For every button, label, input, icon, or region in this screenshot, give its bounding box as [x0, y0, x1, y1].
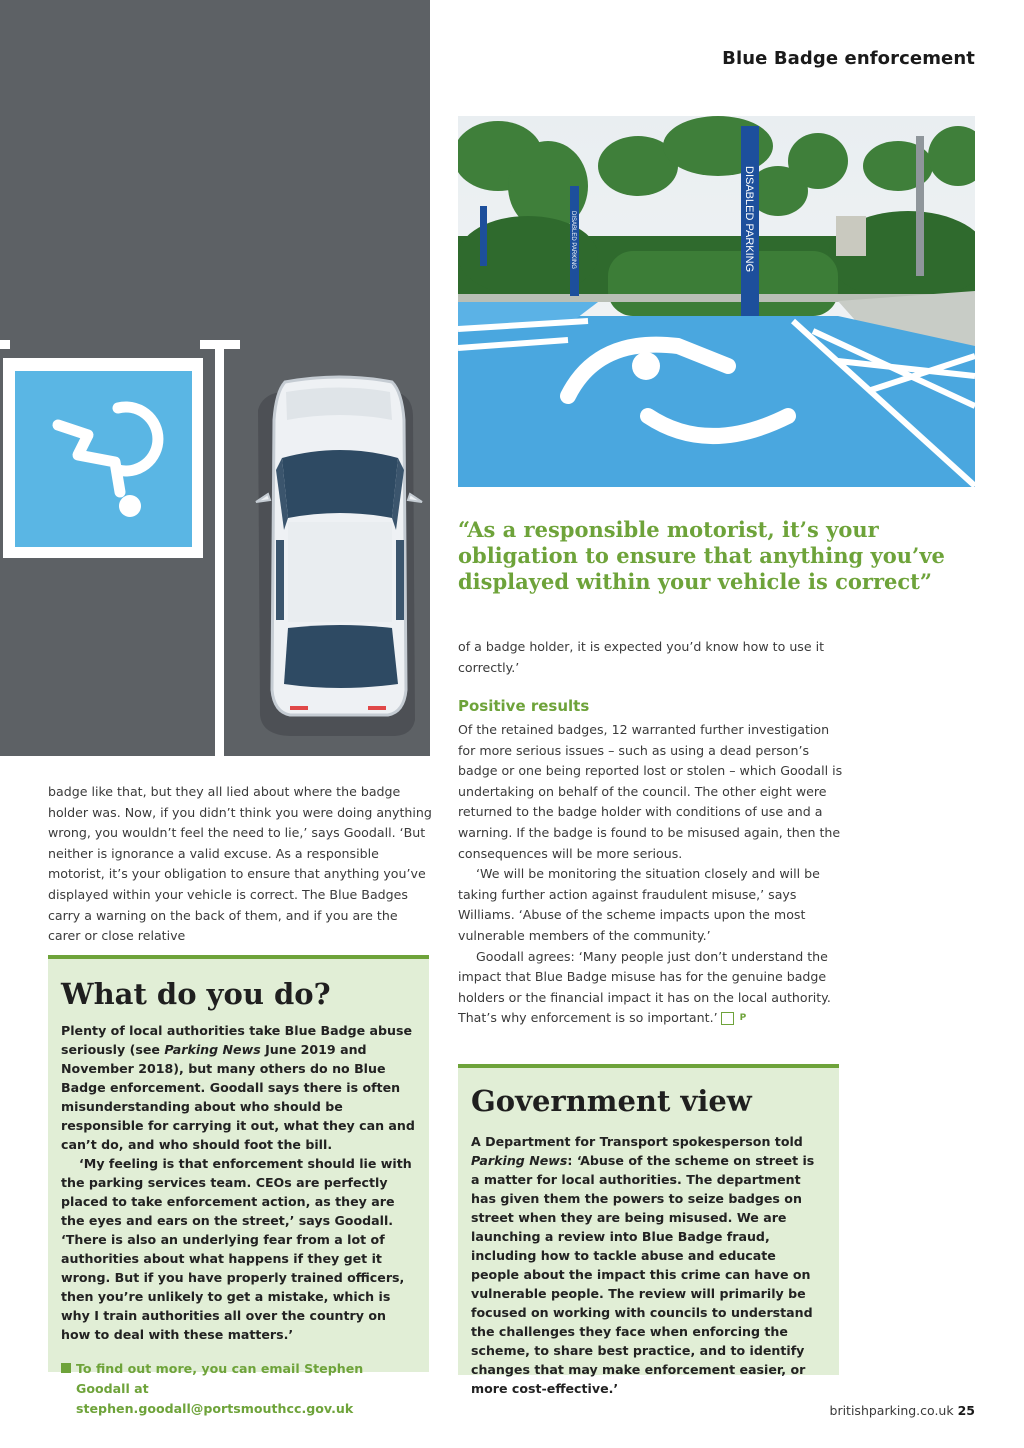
subhead-positive-results: Positive results — [458, 697, 590, 715]
parking-illustration — [0, 0, 430, 756]
section-title: Blue Badge enforcement — [722, 48, 975, 69]
box-title: What do you do? — [61, 977, 331, 1011]
box-paragraph — [61, 1021, 417, 1154]
text-span: Plenty of local authorities take Blue Badge abuse seriously (see — [61, 1023, 413, 1057]
disabled-parking-sign-small — [570, 186, 579, 296]
disabled-parking-sign — [741, 126, 759, 316]
body-paragraph-text: Goodall agrees: ‘Many people just don’t understand the impact that Blue Badge misuse has for the genuine badge holders or the financial impact it has on the local authority. That’s why enforcement is so important.’ — [458, 948, 831, 1026]
text-span: June 2019 and November 2018), but many others do no Blue Badge enforcement. Goodall says there is often misunderstanding about who should be responsible for carrying it out, what they can and can’t do, and who should foot the bill. — [61, 1042, 415, 1152]
find-out-more — [61, 1359, 417, 1419]
parking-p-icon: P — [721, 1012, 734, 1025]
find-out-more-text: To find out more, you can email Stephen Goodall at stephen.goodall@portsmouthcc.gov.uk — [76, 1361, 364, 1416]
disabled-parking-photo — [458, 116, 975, 487]
publication-name: Parking News — [471, 1153, 568, 1168]
left-column-text — [48, 782, 433, 947]
sign-text: DISABLED PARKING — [743, 166, 755, 273]
bullet-square-icon — [61, 1363, 71, 1373]
publication-name: Parking News — [164, 1042, 261, 1057]
sign-text-small: DISABLED PARKING — [570, 211, 576, 269]
what-do-you-do-box — [48, 955, 429, 1416]
text-span: A Department for Transport spokesperson told — [471, 1134, 803, 1149]
body-paragraph: badge like that, but they all lied about where the badge holder was. Now, if you didn’t think you were doing anything wrong, you wouldn’t feel the need to lie,’ says Goodall. ‘But neither is ignorance a valid excuse. As a responsible motorist, it’s your obligation to ensure that anything you’ve displayed within your vehicle is correct. The Blue Badges carry a warning on the back of them, and if you are the carer or close relative — [48, 784, 432, 944]
box-paragraph: ‘My feeling is that enforcement should lie with the parking services team. CEOs are perfectly placed to take enforcement action, as they are the eyes and ears on the street,’ says Goodall. ‘There is also an underlying fear from a lot of authorities about what happens if they get it wrong. But if you have properly trained officers, then you’re unlikely to get a mistake, which is why I train authorities all over the country on how to deal with these matters.’ — [61, 1156, 412, 1342]
text-span: : ‘Abuse of the scheme on street is a matter for local authorities. The department has given them the powers to seize badges on street when they are being misused. We are launching a review into Blue Badge fraud, including how to tackle abuse and educate people about the impact this crime can have on vulnerable people. The review will primarily be focused on working with councils to understand the challenges they face when enforcing the scheme, to share best practice, and to identify changes that may make enforcement easier, or more cost-effective.’ — [471, 1153, 815, 1396]
page-footer — [830, 1403, 975, 1418]
box-title: Government view — [471, 1084, 752, 1118]
box-paragraph — [471, 1132, 827, 1398]
body-paragraph-final — [458, 947, 843, 1029]
right-column-continuation — [458, 637, 838, 678]
wheelchair-sign — [3, 358, 203, 558]
body-paragraph: of a badge holder, it is expected you’d know how to use it correctly.’ — [458, 639, 825, 675]
body-paragraph: ‘We will be monitoring the situation closely and will be taking further action against fraudulent misuse,’ says Williams. ‘Abuse of the scheme impacts upon the most vulnerable members of the community.’ — [458, 866, 820, 943]
site-url: britishparking.co.uk — [829, 1403, 954, 1418]
page-number: 25 — [957, 1403, 975, 1418]
government-view-box — [458, 1064, 839, 1396]
right-column-text — [458, 720, 843, 1029]
body-paragraph: Of the retained badges, 12 warranted further investigation for more serious issues – such as using a dead person’s badge or one being reported lost or stolen – which Goodall is undertaking on behalf of the council. The other eight were returned to the badge holder with conditions of use and a warning. If the badge is found to be misused again, then the consequences will be more serious. — [458, 722, 843, 861]
pull-quote: “As a responsible motorist, it’s your obligation to ensure that anything you’ve displayed within your vehicle is correct” — [458, 517, 945, 594]
car-top-view-icon — [256, 377, 422, 715]
